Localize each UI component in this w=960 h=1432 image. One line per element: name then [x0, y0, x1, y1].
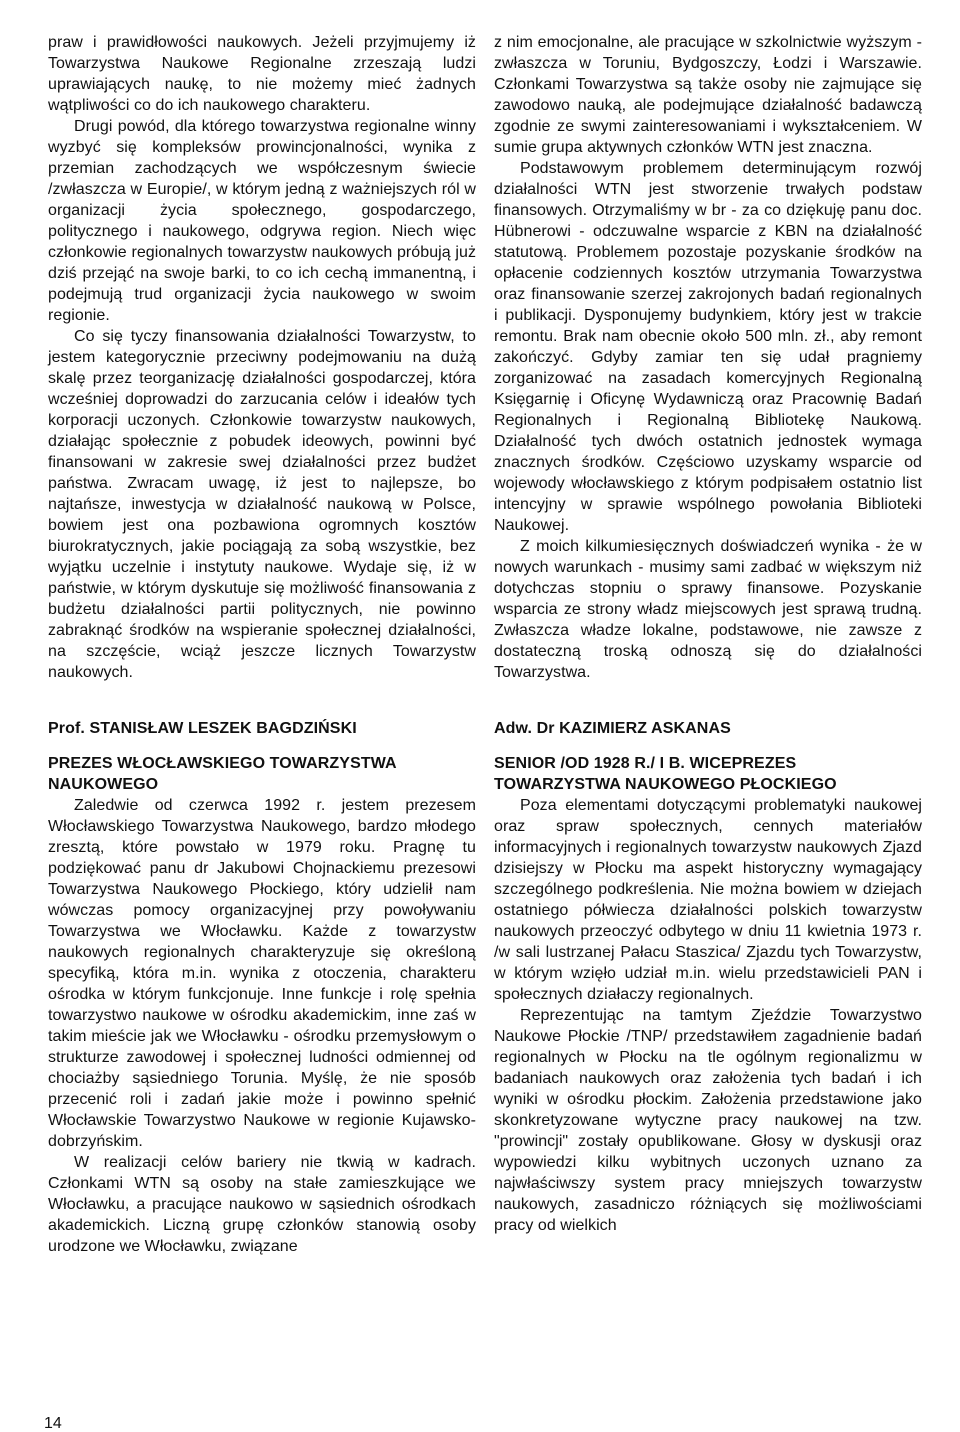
paragraph: Drugi powód, dla którego towarzystwa regionalne winny wyzbyć się kompleksów prowincjonalności, wynika z przemian zachodzących we współczesnym świecie /zwłaszcza w Europie/, w którym jedną z ważniejszych ról w organizacji życia społecznego, gospodarczego, politycznego i naukowego, odgrywa region. Niech więc członkowie regionalnych towarzystw naukowych próbują już dziś przejąć na swoje barki, to co ich cechą immanentną, i podejmują trud organizacji życia naukowego w swoim regionie.: [48, 118, 476, 324]
paragraph: praw i prawidłowości naukowych. Jeżeli przyjmujemy iż Towarzystwa Naukowe Regionalne zrzeszają ludzi uprawiających naukę, to nie możemy mieć żadnych wątpliwości co do ich naukowego charakteru.: [48, 34, 476, 114]
spacer: [494, 683, 922, 718]
paragraph: z nim emocjonalne, ale pracujące w szkolnictwie wyższym - zwłaszcza w Toruniu, Bydgoszczy, Łodzi i Warszawie. Członkami Towarzystwa są także osoby nie zajmujące się zawodowo nauką, ale podejmujące działalność badawczą zgodnie ze swymi zainteresowaniami i wykształceniem. W sumie grupa aktywnych członków WTN jest znaczna.: [494, 34, 922, 156]
paragraph: Co się tyczy finansowania działalności Towarzystw, to jestem kategorycznie przeciwny podejmowaniu na dużą skalę przez teorganizację działalności gospodarczej, która wcześniej doprowadzi do zarzucania celów i ideałów tych korporacji uczonych. Członkowie towarzystw naukowych, działając społecznie z pobudek ideowych, powinni być finansowani w zakresie swej działalności przez budżet państwa. Zwracam uwagę, iż jest to najlepsze, bo najtańsze, inwestycja w działalność naukową w Polsce, bowiem jest ona pozbawiona ogromnych kosztów biurokratycznych, jakie pociągają za sobą wszystkie, bez wyjątku uczelnie i instytuty naukowe. Wydaje się, iż w państwie, w którym dyskutuje się możliwość finansowania z budżetu działalności partii politycznych, nie powinno zabraknąć środków na wspieranie społecznej działalności, na szczęście, wciąż jeszcze licznych Towarzystw naukowych.: [48, 328, 476, 681]
paragraph: W realizacji celów bariery nie tkwią w kadrach. Członkami WTN są osoby na stałe zamieszkujące we Włocławku, a pracujące naukowo w sąsiednich ośrodkach akademickich. Liczną grupę członków stanowią osoby urodzone we Włocławku, związane: [48, 1154, 476, 1255]
paragraph: Podstawowym problemem determinującym rozwój działalności WTN jest stworzenie trwałych podstaw finansowych. Otrzymaliśmy w br - za co dziękuję panu doc. Hübnerowi - odczuwalne wsparcie z KBN na działalność statutową. Problemem pozostaje pozyskanie środków na opłacenie codziennych kosztów utrzymania Towarzystwa oraz finansowanie szerzej zakrojonych badań regionalnych i publikacji. Dysponujemy budynkiem, który jest w trakcie remontu. Brak nam obecnie około 500 mln. zł., aby remont zakończyć. Gdyby zamiar ten się udał pragniemy zorganizować na zasadach komercyjnych Regionalną Księgarnię i Oficynę Wydawniczą oraz Pracownię Badań Regionalnych i Regionalną Bibliotekę Naukową. Działalność tych dwóch ostatnich jednostek wymaga znacznych środków. Częściowo uzyskamy wsparcie od wojewody włocławskiego z którym podpisałem ostatnio list intencyjny w sprawie wspólnego powołania Biblioteki Naukowej.: [494, 160, 922, 534]
left-column: [48, 32, 476, 1257]
paragraph: Poza elementami dotyczącymi problematyki naukowej oraz spraw społecznych, cennych materiałów informacyjnych i regionalnych towarzystw naukowych Zjazd dzisiejszy w Płocku ma aspekt historyczny wymagający szczególnego podkreślenia. Nie można bowiem w dziejach ostatniego półwiecza działalności polskich towarzystw naukowych przeoczyć odbytego w dniu 11 kwietnia 1973 r. /w sali lustrzanej Pałacu Staszica/ Zjazdu tych Towarzystw, w którym wzięło udział m.in. wielu przedstawicieli PAN i społecznych działaczy regionalnych.: [494, 797, 922, 1003]
paragraph: Zaledwie od czerwca 1992 r. jestem prezesem Włocławskiego Towarzystwa Naukowego, bardzo młodego zresztą, które powstało w 1979 roku. Pragnę tu podziękować panu dr Jakubowi Chojnackiemu prezesowi Towarzystwa Naukowego Płockiego, który udzielił nam wówczas pomocy organizacyjnej przy powoływaniu Towarzystwa we Włocławku. Każde z towarzystw naukowych regionalnych charakteryzuje się określoną specyfiką, która m.in. wynika z otoczenia, charakteru ośrodka w którym funkcjonuje. Inne funkcje i rolę spełnia towarzystwo naukowe w ośrodku akademickim, inne zaś w takim mieście jak we Włocławku - ośrodku przemysłowym o strukturze zawodowej i społecznej ludności odmiennej od chociażby sąsiedniego Torunia. Myślę, że nie sposób przecenić roli i zadań jakie może i powinno spełnić Włocławskie Towarzystwo Naukowe w regionie Kujawsko-dobrzyńskim.: [48, 797, 476, 1150]
paragraph: Z moich kilkumiesięcznych doświadczeń wynika - że w nowych warunkach - musimy sami zadbać w większym niż dotychczas stopniu o sprawy finansowe. Pozyskanie wsparcia ze strony władz miejscowych jest sprawą trudną. Zwłaszcza władze lokalne, podstawowe, nie zawsze z dostateczną troską odnoszą się do działalności Towarzystwa.: [494, 538, 922, 681]
paragraph: Reprezentując na tamtym Zjeździe Towarzystwo Naukowe Płockie /TNP/ przedstawiłem zagadnienie badań regionalnych w Płocku na tle ogólnym regionalizmu w badaniach naukowych oraz założenia tych badań i ich wyniki w ośrodku płockim. Założenia przedstawione jako skonkretyzowane wytyczne pracy naukowej na tzw. "prowincji" zostały opublikowane. Głosy w dyskusji oraz wypowiedzi kilku wybitnych uczonych uznano za najwłaściwszy system pracy mniejszych towarzystw naukowych, zasadniczo różniących się możliwościami pracy od wielkich: [494, 1007, 922, 1234]
speaker-name: Prof. STANISŁAW LESZEK BAGDZIŃSKI: [48, 720, 357, 737]
speaker-title: PREZES WŁOCŁAWSKIEGO TOWARZYSTWA NAUKOWEGO: [48, 755, 397, 793]
speaker-name: Adw. Dr KAZIMIERZ ASKANAS: [494, 720, 731, 737]
spacer: [494, 739, 922, 753]
spacer: [48, 739, 476, 753]
page-number: 14: [44, 1415, 62, 1432]
spacer: [48, 683, 476, 718]
speaker-title: SENIOR /OD 1928 R./ I B. WICEPREZES TOWARZYSTWA NAUKOWEGO PŁOCKIEGO: [494, 755, 837, 793]
right-column: [494, 32, 922, 1236]
